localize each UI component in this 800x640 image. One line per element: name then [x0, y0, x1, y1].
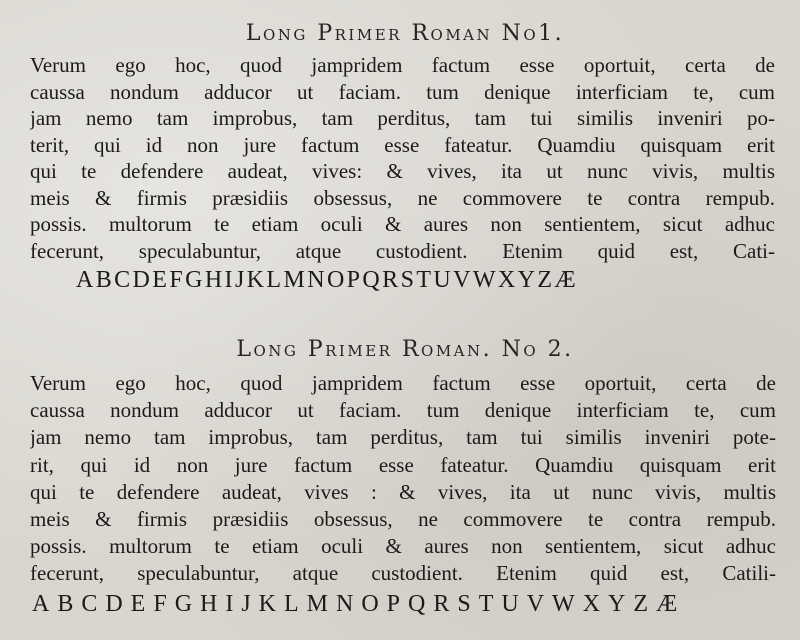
specimen-heading: Long Primer Roman. No 2. [236, 337, 574, 362]
specimen-heading: Long Primer Roman No1. [245, 21, 565, 46]
text-line: qui te defendere audeat, vives : & vives, ita ut nunc vivis, multis [30, 479, 776, 504]
text-line: Verum ego hoc, quod jampridem factum esse oportuit, certa de [30, 53, 775, 77]
specimen-1 [30, 20, 780, 295]
text-line: jam nemo tam improbus, tam perditus, tam tui similis inveniri po- [30, 106, 775, 130]
text-line: terit, qui id non jure factum esse fateatur. Quamdiu quisquam erit [30, 132, 775, 157]
text-line: qui te defendere audeat, vives: & vives, ita ut nunc vivis, multis [30, 159, 775, 183]
text-line: caussa nondum adducor ut faciam. tum denique interficiam te, cum [30, 79, 775, 104]
alphabet-line: ABCDEFGHIJKLMNOPQRSTUVWXYZÆ [76, 267, 579, 293]
alphabet-line: ABCDEFGHIJKLMNOPQRSTUVWXYZÆ [32, 590, 686, 617]
text-line: rit, qui id non jure factum esse fateatur. Quamdiu quisquam erit [30, 452, 776, 477]
text-line: possis. multorum te etiam oculi & aures non sentientem, sicut adhuc [30, 534, 776, 559]
text-line: meis & firmis præsidiis obsessus, ne commovere te contra rempub. [30, 185, 775, 210]
specimen-2 [30, 336, 780, 619]
text-line: meis & firmis præsidiis obsessus, ne commovere te contra rempub. [30, 506, 776, 531]
text-line: possis. multorum te etiam oculi & aures non sentientem, sicut adhuc [30, 212, 775, 236]
text-line: fecerunt, speculabuntur, atque custodient. Etenim quid est, Cati- [30, 238, 775, 263]
text-line: jam nemo tam improbus, tam perditus, tam tui similis inveniri pote- [30, 425, 776, 450]
text-line: caussa nondum adducor ut faciam. tum denique interficiam te, cum [30, 398, 776, 423]
text-line: fecerunt, speculabuntur, atque custodient. Etenim quid est, Catili- [30, 561, 776, 586]
text-line: Verum ego hoc, quod jampridem factum esse oportuit, certa de [30, 371, 776, 395]
